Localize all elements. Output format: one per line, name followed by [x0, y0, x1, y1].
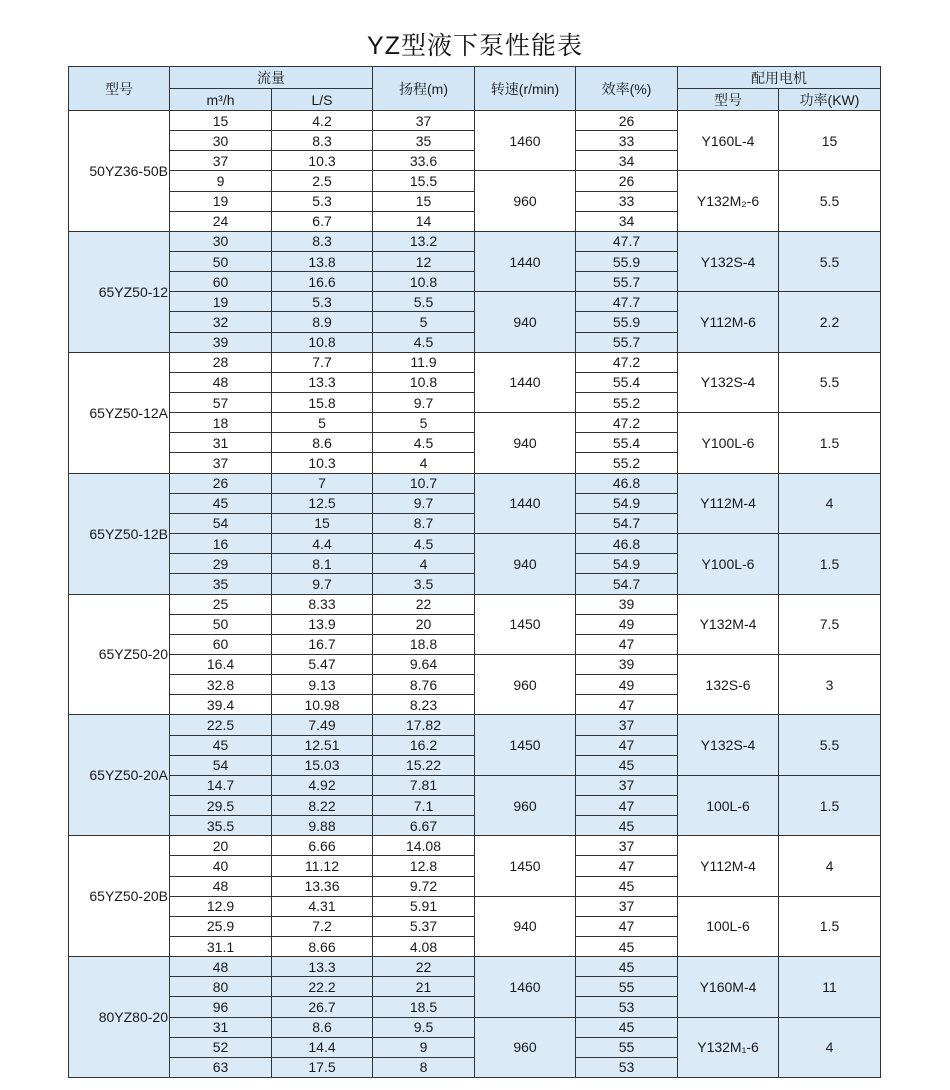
head-cell: 4.08	[373, 936, 475, 956]
flow-ls-cell: 4.92	[272, 775, 373, 795]
efficiency-cell: 47	[576, 916, 678, 936]
flow-ls-cell: 10.98	[272, 695, 373, 715]
flow-ls-cell: 10.8	[272, 332, 373, 352]
page-title: YZ型液下泵性能表	[367, 32, 583, 60]
head-cell: 16.2	[373, 735, 475, 755]
efficiency-cell: 54.7	[576, 574, 678, 594]
head-cell: 10.8	[373, 372, 475, 392]
motor-model-cell: Y132M₂-6	[678, 171, 779, 231]
flow-m3h-cell: 26	[170, 473, 272, 493]
flow-m3h-cell: 39	[170, 332, 272, 352]
table-row	[69, 352, 881, 372]
flow-m3h-cell: 29.5	[170, 795, 272, 815]
table-row	[69, 654, 881, 674]
flow-ls-cell: 7.7	[272, 352, 373, 372]
flow-ls-cell: 16.7	[272, 634, 373, 654]
efficiency-cell: 45	[576, 1017, 678, 1037]
head-cell: 9	[373, 1037, 475, 1057]
efficiency-cell: 47	[576, 735, 678, 755]
head-cell: 4.5	[373, 332, 475, 352]
table-row	[69, 534, 881, 554]
flow-ls-cell: 8.3	[272, 131, 373, 151]
flow-ls-cell: 9.13	[272, 675, 373, 695]
flow-m3h-cell: 54	[170, 513, 272, 533]
flow-ls-cell: 15.8	[272, 393, 373, 413]
header-flow-ls: L/S	[272, 89, 373, 111]
speed-cell: 1450	[475, 836, 576, 896]
model-name: 65YZ50-20	[69, 594, 170, 715]
head-cell: 9.7	[373, 393, 475, 413]
head-cell: 15.22	[373, 755, 475, 775]
speed-cell: 940	[475, 413, 576, 473]
head-cell: 11.9	[373, 352, 475, 372]
efficiency-cell: 54.7	[576, 513, 678, 533]
motor-model-cell: Y100L-6	[678, 534, 779, 594]
head-cell: 9.7	[373, 493, 475, 513]
flow-ls-cell: 13.36	[272, 876, 373, 896]
flow-m3h-cell: 37	[170, 453, 272, 473]
flow-ls-cell: 8.66	[272, 936, 373, 956]
head-cell: 9.72	[373, 876, 475, 896]
efficiency-cell: 47	[576, 795, 678, 815]
efficiency-cell: 47.7	[576, 231, 678, 251]
efficiency-cell: 34	[576, 211, 678, 231]
head-cell: 6.67	[373, 816, 475, 836]
flow-ls-cell: 22.2	[272, 977, 373, 997]
head-cell: 20	[373, 614, 475, 634]
table-row	[69, 896, 881, 916]
flow-m3h-cell: 60	[170, 272, 272, 292]
motor-power-cell: 4	[779, 1017, 881, 1077]
header-motor-model: 型号	[678, 89, 779, 111]
header-motor-power: 功率(KW)	[779, 89, 881, 111]
speed-cell: 960	[475, 171, 576, 231]
flow-m3h-cell: 48	[170, 876, 272, 896]
flow-m3h-cell: 48	[170, 957, 272, 977]
model-group	[69, 111, 881, 232]
motor-power-cell: 2.2	[779, 292, 881, 352]
head-cell: 8.23	[373, 695, 475, 715]
flow-m3h-cell: 60	[170, 634, 272, 654]
efficiency-cell: 55.4	[576, 433, 678, 453]
motor-power-cell: 1.5	[779, 534, 881, 594]
head-cell: 33.6	[373, 151, 475, 171]
head-cell: 12	[373, 252, 475, 272]
head-cell: 8.76	[373, 675, 475, 695]
flow-ls-cell: 12.5	[272, 493, 373, 513]
head-cell: 22	[373, 957, 475, 977]
speed-cell: 940	[475, 292, 576, 352]
motor-model-cell: Y132S-4	[678, 715, 779, 775]
motor-power-cell: 1.5	[779, 775, 881, 835]
flow-ls-cell: 8.9	[272, 312, 373, 332]
efficiency-cell: 39	[576, 594, 678, 614]
flow-m3h-cell: 50	[170, 252, 272, 272]
table-row	[69, 1017, 881, 1037]
head-cell: 4.5	[373, 534, 475, 554]
speed-cell: 940	[475, 896, 576, 956]
flow-m3h-cell: 54	[170, 755, 272, 775]
header-flow-m3h: m³/h	[170, 89, 272, 111]
flow-m3h-cell: 20	[170, 836, 272, 856]
motor-model-cell: Y112M-4	[678, 836, 779, 896]
table-row	[69, 836, 881, 856]
head-cell: 15.5	[373, 171, 475, 191]
flow-m3h-cell: 9	[170, 171, 272, 191]
efficiency-cell: 55	[576, 977, 678, 997]
model-group	[69, 836, 881, 957]
speed-cell: 1440	[475, 231, 576, 291]
motor-power-cell: 5.5	[779, 715, 881, 775]
flow-m3h-cell: 19	[170, 191, 272, 211]
motor-power-cell: 5.5	[779, 171, 881, 231]
efficiency-cell: 45	[576, 936, 678, 956]
motor-model-cell: Y100L-6	[678, 413, 779, 473]
flow-m3h-cell: 45	[170, 735, 272, 755]
flow-ls-cell: 15.03	[272, 755, 373, 775]
table-row	[69, 111, 881, 131]
model-group	[69, 231, 881, 352]
flow-ls-cell: 7.2	[272, 916, 373, 936]
head-cell: 10.7	[373, 473, 475, 493]
flow-ls-cell: 8.33	[272, 594, 373, 614]
flow-ls-cell: 8.3	[272, 231, 373, 251]
efficiency-cell: 55.9	[576, 312, 678, 332]
flow-ls-cell: 12.51	[272, 735, 373, 755]
efficiency-cell: 37	[576, 836, 678, 856]
flow-m3h-cell: 25.9	[170, 916, 272, 936]
header-flow: 流量	[170, 67, 373, 89]
flow-m3h-cell: 19	[170, 292, 272, 312]
flow-m3h-cell: 50	[170, 614, 272, 634]
table-row	[69, 231, 881, 251]
flow-ls-cell: 6.66	[272, 836, 373, 856]
motor-model-cell: 100L-6	[678, 896, 779, 956]
motor-power-cell: 4	[779, 836, 881, 896]
header-head: 扬程(m)	[373, 67, 475, 111]
flow-ls-cell: 4.2	[272, 111, 373, 131]
flow-m3h-cell: 16.4	[170, 654, 272, 674]
efficiency-cell: 55.7	[576, 332, 678, 352]
flow-m3h-cell: 22.5	[170, 715, 272, 735]
motor-power-cell: 7.5	[779, 594, 881, 654]
efficiency-cell: 55.2	[576, 393, 678, 413]
model-name: 80YZ80-20	[69, 957, 170, 1078]
table-row	[69, 594, 881, 614]
head-cell: 10.8	[373, 272, 475, 292]
model-name: 65YZ50-20B	[69, 836, 170, 957]
motor-model-cell: 132S-6	[678, 654, 779, 714]
efficiency-cell: 33	[576, 191, 678, 211]
motor-model-cell: 100L-6	[678, 775, 779, 835]
flow-m3h-cell: 96	[170, 997, 272, 1017]
head-cell: 18.8	[373, 634, 475, 654]
flow-m3h-cell: 52	[170, 1037, 272, 1057]
flow-ls-cell: 5.3	[272, 191, 373, 211]
model-name: 65YZ50-12B	[69, 473, 170, 594]
flow-ls-cell: 5	[272, 413, 373, 433]
efficiency-cell: 34	[576, 151, 678, 171]
speed-cell: 1440	[475, 352, 576, 412]
motor-model-cell: Y132S-4	[678, 352, 779, 412]
head-cell: 4	[373, 453, 475, 473]
head-cell: 15	[373, 191, 475, 211]
head-cell: 37	[373, 111, 475, 131]
speed-cell: 1440	[475, 473, 576, 533]
performance-table	[68, 66, 881, 1078]
head-cell: 5.91	[373, 896, 475, 916]
efficiency-cell: 49	[576, 675, 678, 695]
speed-cell: 940	[475, 534, 576, 594]
flow-m3h-cell: 39.4	[170, 695, 272, 715]
flow-m3h-cell: 31.1	[170, 936, 272, 956]
efficiency-cell: 49	[576, 614, 678, 634]
head-cell: 4.5	[373, 433, 475, 453]
head-cell: 5.5	[373, 292, 475, 312]
efficiency-cell: 46.8	[576, 473, 678, 493]
flow-ls-cell: 13.3	[272, 372, 373, 392]
efficiency-cell: 47	[576, 634, 678, 654]
efficiency-cell: 55.4	[576, 372, 678, 392]
flow-ls-cell: 2.5	[272, 171, 373, 191]
efficiency-cell: 33	[576, 131, 678, 151]
flow-ls-cell: 13.8	[272, 252, 373, 272]
flow-ls-cell: 16.6	[272, 272, 373, 292]
flow-m3h-cell: 29	[170, 554, 272, 574]
flow-ls-cell: 17.5	[272, 1057, 373, 1077]
flow-ls-cell: 5.47	[272, 654, 373, 674]
flow-ls-cell: 14.4	[272, 1037, 373, 1057]
flow-ls-cell: 6.7	[272, 211, 373, 231]
efficiency-cell: 26	[576, 171, 678, 191]
motor-model-cell: Y112M-4	[678, 473, 779, 533]
head-cell: 8	[373, 1057, 475, 1077]
flow-ls-cell: 8.1	[272, 554, 373, 574]
model-name: 65YZ50-20A	[69, 715, 170, 836]
flow-m3h-cell: 35.5	[170, 816, 272, 836]
flow-ls-cell: 7.49	[272, 715, 373, 735]
flow-ls-cell: 8.6	[272, 433, 373, 453]
motor-model-cell: Y160L-4	[678, 111, 779, 171]
head-cell: 9.5	[373, 1017, 475, 1037]
table-row	[69, 473, 881, 493]
flow-m3h-cell: 15	[170, 111, 272, 131]
flow-ls-cell: 13.3	[272, 957, 373, 977]
model-group	[69, 715, 881, 836]
table-row	[69, 775, 881, 795]
motor-power-cell: 11	[779, 957, 881, 1017]
head-cell: 13.2	[373, 231, 475, 251]
flow-ls-cell: 9.7	[272, 574, 373, 594]
speed-cell: 1460	[475, 957, 576, 1017]
motor-model-cell: Y160M-4	[678, 957, 779, 1017]
model-name: 50YZ36-50B	[69, 111, 170, 232]
speed-cell: 960	[475, 775, 576, 835]
efficiency-cell: 45	[576, 755, 678, 775]
motor-power-cell: 15	[779, 111, 881, 171]
flow-ls-cell: 4.4	[272, 534, 373, 554]
flow-m3h-cell: 31	[170, 433, 272, 453]
table-row	[69, 171, 881, 191]
speed-cell: 1450	[475, 594, 576, 654]
efficiency-cell: 55.9	[576, 252, 678, 272]
efficiency-cell: 55.7	[576, 272, 678, 292]
efficiency-cell: 54.9	[576, 554, 678, 574]
head-cell: 7.1	[373, 795, 475, 815]
flow-m3h-cell: 40	[170, 856, 272, 876]
flow-m3h-cell: 12.9	[170, 896, 272, 916]
header-motor: 配用电机	[678, 67, 881, 89]
flow-ls-cell: 15	[272, 513, 373, 533]
head-cell: 14	[373, 211, 475, 231]
flow-m3h-cell: 28	[170, 352, 272, 372]
efficiency-cell: 45	[576, 957, 678, 977]
flow-m3h-cell: 80	[170, 977, 272, 997]
head-cell: 3.5	[373, 574, 475, 594]
head-cell: 8.7	[373, 513, 475, 533]
table-header	[69, 67, 881, 111]
flow-m3h-cell: 30	[170, 231, 272, 251]
model-group	[69, 594, 881, 715]
head-cell: 22	[373, 594, 475, 614]
efficiency-cell: 54.9	[576, 493, 678, 513]
speed-cell: 1460	[475, 111, 576, 171]
motor-model-cell: Y132S-4	[678, 231, 779, 291]
motor-power-cell: 5.5	[779, 352, 881, 412]
efficiency-cell: 26	[576, 111, 678, 131]
flow-ls-cell: 7	[272, 473, 373, 493]
motor-model-cell: Y132M₁-6	[678, 1017, 779, 1077]
motor-power-cell: 3	[779, 654, 881, 714]
head-cell: 5	[373, 413, 475, 433]
head-cell: 9.64	[373, 654, 475, 674]
flow-m3h-cell: 45	[170, 493, 272, 513]
efficiency-cell: 39	[576, 654, 678, 674]
table-row	[69, 957, 881, 977]
flow-ls-cell: 8.6	[272, 1017, 373, 1037]
flow-m3h-cell: 48	[170, 372, 272, 392]
model-name: 65YZ50-12A	[69, 352, 170, 473]
head-cell: 5.37	[373, 916, 475, 936]
efficiency-cell: 47.7	[576, 292, 678, 312]
table-row	[69, 413, 881, 433]
efficiency-cell: 55.2	[576, 453, 678, 473]
flow-ls-cell: 5.3	[272, 292, 373, 312]
flow-ls-cell: 8.22	[272, 795, 373, 815]
flow-m3h-cell: 57	[170, 393, 272, 413]
flow-ls-cell: 4.31	[272, 896, 373, 916]
table-row	[69, 715, 881, 735]
flow-m3h-cell: 24	[170, 211, 272, 231]
motor-power-cell: 4	[779, 473, 881, 533]
efficiency-cell: 47.2	[576, 352, 678, 372]
efficiency-cell: 45	[576, 816, 678, 836]
efficiency-cell: 37	[576, 715, 678, 735]
head-cell: 5	[373, 312, 475, 332]
flow-m3h-cell: 37	[170, 151, 272, 171]
flow-m3h-cell: 16	[170, 534, 272, 554]
motor-power-cell: 1.5	[779, 896, 881, 956]
flow-m3h-cell: 32	[170, 312, 272, 332]
model-group	[69, 473, 881, 594]
efficiency-cell: 55	[576, 1037, 678, 1057]
flow-ls-cell: 11.12	[272, 856, 373, 876]
efficiency-cell: 47	[576, 695, 678, 715]
flow-m3h-cell: 30	[170, 131, 272, 151]
head-cell: 14.08	[373, 836, 475, 856]
flow-ls-cell: 9.88	[272, 816, 373, 836]
motor-model-cell: Y132M-4	[678, 594, 779, 654]
motor-power-cell: 1.5	[779, 413, 881, 473]
efficiency-cell: 45	[576, 876, 678, 896]
efficiency-cell: 53	[576, 1057, 678, 1077]
table-row	[69, 292, 881, 312]
model-group	[69, 957, 881, 1078]
motor-model-cell: Y112M-6	[678, 292, 779, 352]
speed-cell: 960	[475, 1017, 576, 1077]
flow-m3h-cell: 35	[170, 574, 272, 594]
efficiency-cell: 37	[576, 775, 678, 795]
header-speed: 转速(r/min)	[475, 67, 576, 111]
model-group	[69, 352, 881, 473]
flow-m3h-cell: 25	[170, 594, 272, 614]
efficiency-cell: 46.8	[576, 534, 678, 554]
speed-cell: 960	[475, 654, 576, 714]
efficiency-cell: 53	[576, 997, 678, 1017]
head-cell: 21	[373, 977, 475, 997]
efficiency-cell: 47	[576, 856, 678, 876]
head-cell: 4	[373, 554, 475, 574]
head-cell: 17.82	[373, 715, 475, 735]
efficiency-cell: 37	[576, 896, 678, 916]
flow-m3h-cell: 63	[170, 1057, 272, 1077]
flow-m3h-cell: 31	[170, 1017, 272, 1037]
flow-ls-cell: 26.7	[272, 997, 373, 1017]
header-model: 型号	[69, 67, 170, 111]
model-name: 65YZ50-12	[69, 231, 170, 352]
head-cell: 12.8	[373, 856, 475, 876]
flow-m3h-cell: 32.8	[170, 675, 272, 695]
header-efficiency: 效率(%)	[576, 67, 678, 111]
flow-ls-cell: 13.9	[272, 614, 373, 634]
head-cell: 7.81	[373, 775, 475, 795]
head-cell: 18.5	[373, 997, 475, 1017]
head-cell: 35	[373, 131, 475, 151]
efficiency-cell: 47.2	[576, 413, 678, 433]
flow-m3h-cell: 18	[170, 413, 272, 433]
speed-cell: 1450	[475, 715, 576, 775]
flow-ls-cell: 10.3	[272, 151, 373, 171]
flow-m3h-cell: 14.7	[170, 775, 272, 795]
motor-power-cell: 5.5	[779, 231, 881, 291]
flow-ls-cell: 10.3	[272, 453, 373, 473]
